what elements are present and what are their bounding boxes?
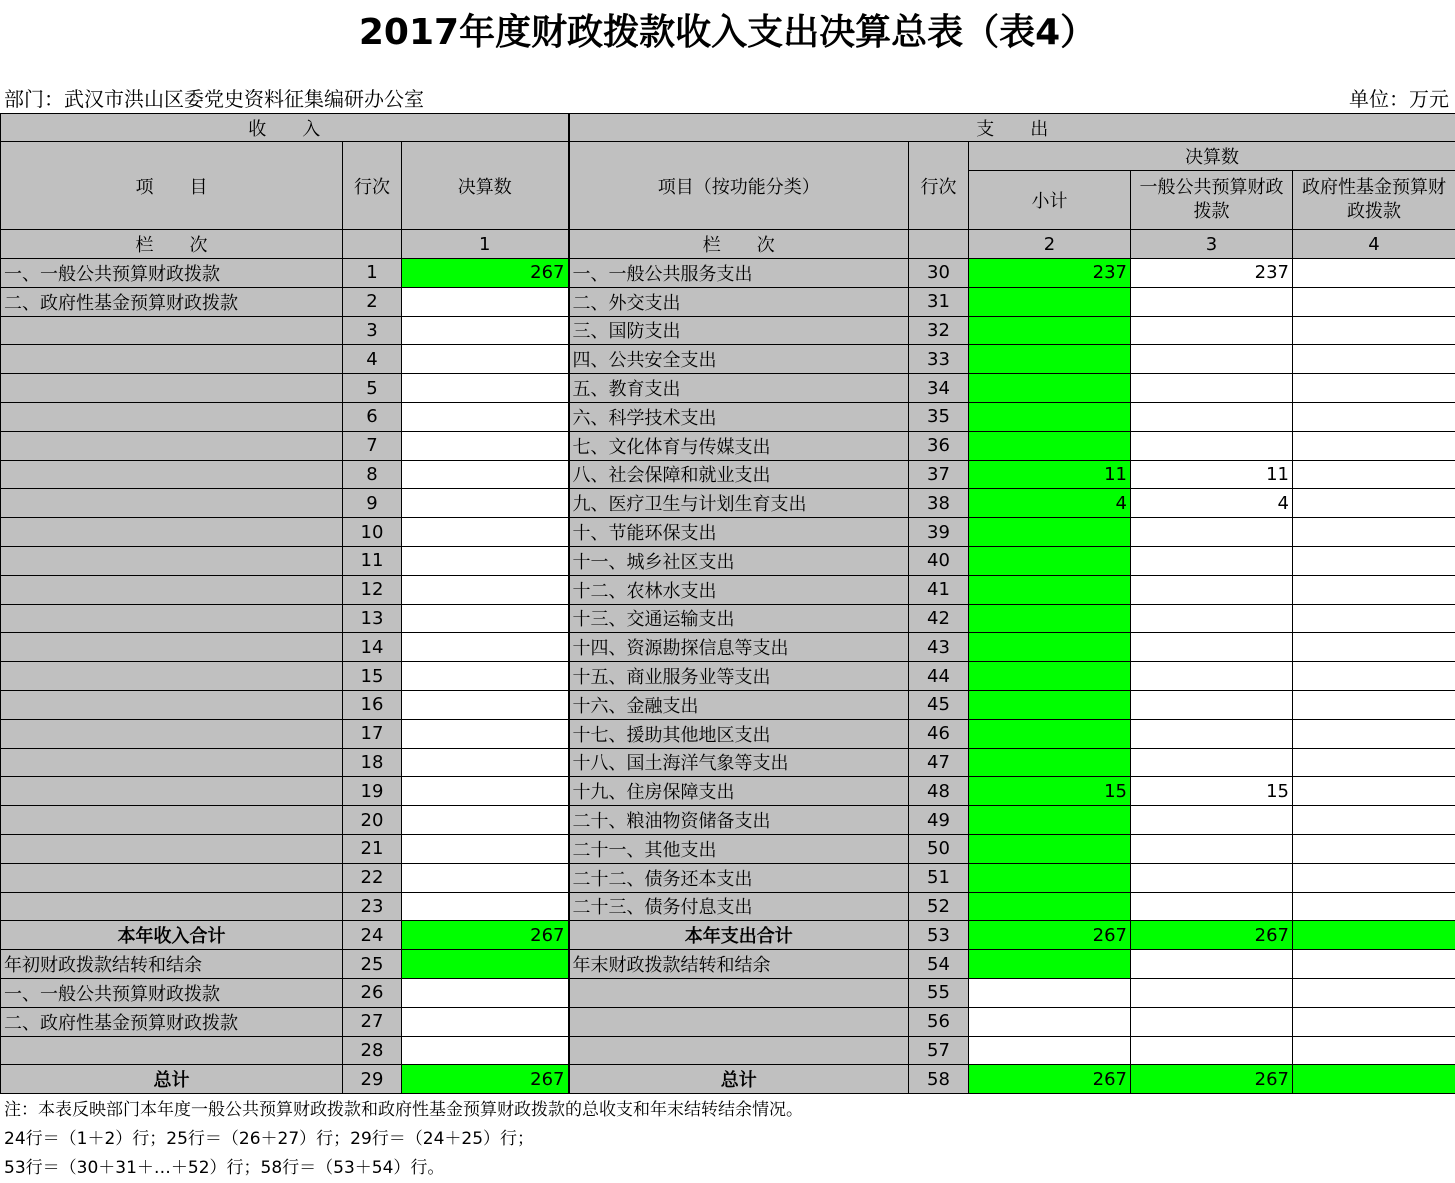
expense-general-budget: 4 bbox=[1131, 489, 1293, 518]
budget-table bbox=[0, 113, 1455, 1094]
income-amount bbox=[402, 604, 569, 633]
expense-row-no: 49 bbox=[909, 806, 969, 835]
expense-gov-fund bbox=[1293, 518, 1455, 547]
table-row bbox=[1, 748, 1455, 777]
income-amount bbox=[402, 1007, 569, 1036]
note-line: 注：本表反映部门本年度一般公共预算财政拨款和政府性基金预算财政拨款的总收支和年末结转结余情况。 bbox=[4, 1096, 803, 1125]
income-amount bbox=[402, 431, 569, 460]
expense-gov-fund bbox=[1293, 575, 1455, 604]
expense-row-no: 43 bbox=[909, 633, 969, 662]
income-amount bbox=[402, 316, 569, 345]
column-index-row bbox=[1, 230, 1455, 259]
column-label-income: 栏 次 bbox=[1, 230, 343, 259]
unit-label: 单位：万元 bbox=[1349, 86, 1449, 112]
expense-gov-fund bbox=[1293, 806, 1455, 835]
income-row-no: 25 bbox=[343, 950, 402, 979]
income-item-label bbox=[1, 546, 343, 575]
table-row bbox=[1, 402, 1455, 431]
expense-item-label: 十一、城乡社区支出 bbox=[569, 546, 909, 575]
expense-row-no: 40 bbox=[909, 546, 969, 575]
total-row-annual bbox=[1, 921, 1455, 950]
income-row-no: 23 bbox=[343, 892, 402, 921]
table-row bbox=[1, 374, 1455, 403]
expense-gov-fund bbox=[1293, 1007, 1455, 1036]
expense-gov-fund bbox=[1293, 892, 1455, 921]
income-amount: 267 bbox=[402, 259, 569, 288]
expense-gov-fund bbox=[1293, 402, 1455, 431]
expense-row-no: 46 bbox=[909, 719, 969, 748]
income-row-no: 3 bbox=[343, 316, 402, 345]
expense-subtotal bbox=[969, 892, 1131, 921]
income-item-label bbox=[1, 834, 343, 863]
expense-subtotal bbox=[969, 518, 1131, 547]
income-amount bbox=[402, 345, 569, 374]
table-row bbox=[1, 719, 1455, 748]
column-index-blank bbox=[343, 230, 402, 259]
expense-item-label: 年末财政拨款结转和结余 bbox=[569, 950, 909, 979]
expense-subtotal bbox=[969, 287, 1131, 316]
expense-item-label bbox=[569, 1036, 909, 1065]
expense-gov-fund bbox=[1293, 316, 1455, 345]
expense-row-no: 56 bbox=[909, 1007, 969, 1036]
expense-subtotal bbox=[969, 402, 1131, 431]
table-row bbox=[1, 546, 1455, 575]
income-item-label: 年初财政拨款结转和结余 bbox=[1, 950, 343, 979]
table-row bbox=[1, 489, 1455, 518]
expense-subtotal bbox=[969, 834, 1131, 863]
income-item-label bbox=[1, 633, 343, 662]
expense-general-budget bbox=[1131, 546, 1293, 575]
table-row bbox=[1, 863, 1455, 892]
table-row bbox=[1, 460, 1455, 489]
income-amount bbox=[402, 892, 569, 921]
income-item-label bbox=[1, 402, 343, 431]
column-index-3: 3 bbox=[1131, 230, 1293, 259]
income-item-label bbox=[1, 518, 343, 547]
expense-general-budget: 267 bbox=[1131, 921, 1293, 950]
note-line: 53行＝（30＋31＋…＋52）行；58行＝（53＋54）行。 bbox=[4, 1154, 803, 1183]
expense-item-label: 五、教育支出 bbox=[569, 374, 909, 403]
expense-general-budget bbox=[1131, 662, 1293, 691]
table-row bbox=[1, 633, 1455, 662]
expense-subtotal bbox=[969, 374, 1131, 403]
expense-gov-fund bbox=[1293, 604, 1455, 633]
table-row bbox=[1, 259, 1455, 288]
income-row-no: 8 bbox=[343, 460, 402, 489]
expense-row-no: 38 bbox=[909, 489, 969, 518]
income-row-no: 1 bbox=[343, 259, 402, 288]
expense-general-budget bbox=[1131, 374, 1293, 403]
expense-section-header: 支 出 bbox=[569, 114, 1455, 142]
income-row-no: 21 bbox=[343, 834, 402, 863]
income-item-label bbox=[1, 345, 343, 374]
expense-subtotal: 267 bbox=[969, 921, 1131, 950]
table-row bbox=[1, 431, 1455, 460]
carryover-detail-row bbox=[1, 978, 1455, 1007]
income-row-no: 20 bbox=[343, 806, 402, 835]
expense-gov-fund bbox=[1293, 345, 1455, 374]
expense-row-no: 41 bbox=[909, 575, 969, 604]
table-row bbox=[1, 604, 1455, 633]
expense-row-no: 31 bbox=[909, 287, 969, 316]
row-no-header: 行次 bbox=[343, 142, 402, 230]
expense-general-budget bbox=[1131, 316, 1293, 345]
expense-row-no: 52 bbox=[909, 892, 969, 921]
income-item-label bbox=[1, 863, 343, 892]
expense-gov-fund bbox=[1293, 777, 1455, 806]
table-row bbox=[1, 806, 1455, 835]
expense-subtotal bbox=[969, 546, 1131, 575]
table-row bbox=[1, 892, 1455, 921]
expense-item-label: 二十三、债务付息支出 bbox=[569, 892, 909, 921]
income-amount bbox=[402, 489, 569, 518]
column-header-row-1 bbox=[1, 142, 1455, 171]
expense-row-no: 54 bbox=[909, 950, 969, 979]
expense-subtotal bbox=[969, 978, 1131, 1007]
expense-item-label: 十、节能环保支出 bbox=[569, 518, 909, 547]
page-title: 2017年度财政拨款收入支出决算总表（表4） bbox=[0, 8, 1455, 58]
expense-gov-fund bbox=[1293, 489, 1455, 518]
table-row bbox=[1, 690, 1455, 719]
income-row-no: 24 bbox=[343, 921, 402, 950]
income-item-label: 总计 bbox=[1, 1065, 343, 1094]
expense-row-no: 39 bbox=[909, 518, 969, 547]
expense-subtotal bbox=[969, 662, 1131, 691]
expense-subtotal: 15 bbox=[969, 777, 1131, 806]
expense-gov-fund bbox=[1293, 834, 1455, 863]
expense-gov-fund bbox=[1293, 978, 1455, 1007]
expense-gov-fund bbox=[1293, 863, 1455, 892]
expense-gov-fund bbox=[1293, 633, 1455, 662]
expense-row-no: 47 bbox=[909, 748, 969, 777]
income-row-no: 2 bbox=[343, 287, 402, 316]
expense-row-no: 36 bbox=[909, 431, 969, 460]
income-amount bbox=[402, 662, 569, 691]
expense-general-budget bbox=[1131, 950, 1293, 979]
expense-general-budget bbox=[1131, 806, 1293, 835]
income-row-no: 18 bbox=[343, 748, 402, 777]
income-amount bbox=[402, 402, 569, 431]
expense-subtotal bbox=[969, 748, 1131, 777]
expense-row-no: 57 bbox=[909, 1036, 969, 1065]
section-header-row bbox=[1, 114, 1455, 142]
column-index-2: 2 bbox=[969, 230, 1131, 259]
expense-general-budget bbox=[1131, 575, 1293, 604]
expense-row-no: 32 bbox=[909, 316, 969, 345]
income-item-label: 一、一般公共预算财政拨款 bbox=[1, 978, 343, 1007]
expense-general-budget: 237 bbox=[1131, 259, 1293, 288]
expense-item-label: 一、一般公共服务支出 bbox=[569, 259, 909, 288]
expense-gov-fund bbox=[1293, 662, 1455, 691]
expense-subtotal bbox=[969, 431, 1131, 460]
income-amount bbox=[402, 863, 569, 892]
income-amount bbox=[402, 374, 569, 403]
income-row-no: 4 bbox=[343, 345, 402, 374]
income-amount: 267 bbox=[402, 921, 569, 950]
expense-gov-fund bbox=[1293, 374, 1455, 403]
income-row-no: 9 bbox=[343, 489, 402, 518]
expense-subtotal bbox=[969, 863, 1131, 892]
expense-item-label: 八、社会保障和就业支出 bbox=[569, 460, 909, 489]
carryover-detail-row bbox=[1, 1036, 1455, 1065]
income-row-no: 12 bbox=[343, 575, 402, 604]
expense-item-label: 十四、资源勘探信息等支出 bbox=[569, 633, 909, 662]
expense-subtotal bbox=[969, 633, 1131, 662]
expense-gov-fund bbox=[1293, 259, 1455, 288]
income-row-no: 5 bbox=[343, 374, 402, 403]
expense-general-budget bbox=[1131, 518, 1293, 547]
income-item-label bbox=[1, 892, 343, 921]
income-amount bbox=[402, 546, 569, 575]
expense-gov-fund bbox=[1293, 719, 1455, 748]
expense-item-label bbox=[569, 1007, 909, 1036]
income-row-no: 27 bbox=[343, 1007, 402, 1036]
expense-general-budget bbox=[1131, 402, 1293, 431]
expense-general-budget bbox=[1131, 633, 1293, 662]
expense-item-label: 七、文化体育与传媒支出 bbox=[569, 431, 909, 460]
income-amount bbox=[402, 748, 569, 777]
expense-item-label: 四、公共安全支出 bbox=[569, 345, 909, 374]
expense-item-label: 九、医疗卫生与计划生育支出 bbox=[569, 489, 909, 518]
table-row bbox=[1, 834, 1455, 863]
expense-row-no: 33 bbox=[909, 345, 969, 374]
expense-subtotal bbox=[969, 345, 1131, 374]
expense-general-budget bbox=[1131, 1007, 1293, 1036]
department-label: 部门：武汉市洪山区委党史资料征集编研办公室 bbox=[4, 86, 424, 112]
table-row bbox=[1, 777, 1455, 806]
expense-general-budget bbox=[1131, 690, 1293, 719]
column-label-expense: 栏 次 bbox=[569, 230, 909, 259]
expense-item-label: 十五、商业服务业等支出 bbox=[569, 662, 909, 691]
expense-general-budget bbox=[1131, 719, 1293, 748]
table-row bbox=[1, 316, 1455, 345]
income-amount bbox=[402, 978, 569, 1007]
expense-subtotal: 11 bbox=[969, 460, 1131, 489]
expense-item-label: 二十、粮油物资储备支出 bbox=[569, 806, 909, 835]
notes bbox=[4, 1096, 803, 1183]
expense-general-budget bbox=[1131, 604, 1293, 633]
expense-gov-fund bbox=[1293, 460, 1455, 489]
expense-gov-fund bbox=[1293, 950, 1455, 979]
expense-row-no: 34 bbox=[909, 374, 969, 403]
expense-general-budget: 267 bbox=[1131, 1065, 1293, 1094]
income-row-no: 28 bbox=[343, 1036, 402, 1065]
expense-row-no: 55 bbox=[909, 978, 969, 1007]
final-amount-header: 决算数 bbox=[969, 142, 1455, 171]
expense-subtotal bbox=[969, 316, 1131, 345]
expense-item-label: 二、外交支出 bbox=[569, 287, 909, 316]
income-amount bbox=[402, 719, 569, 748]
carryover-detail-row bbox=[1, 1007, 1455, 1036]
income-item-label bbox=[1, 604, 343, 633]
expense-row-no-header: 行次 bbox=[909, 142, 969, 230]
expense-gov-fund bbox=[1293, 690, 1455, 719]
expense-general-budget: 11 bbox=[1131, 460, 1293, 489]
income-row-no: 16 bbox=[343, 690, 402, 719]
expense-general-budget bbox=[1131, 748, 1293, 777]
income-row-no: 14 bbox=[343, 633, 402, 662]
expense-subtotal bbox=[969, 604, 1131, 633]
expense-row-no: 51 bbox=[909, 863, 969, 892]
income-row-no: 22 bbox=[343, 863, 402, 892]
expense-row-no: 58 bbox=[909, 1065, 969, 1094]
income-amount bbox=[402, 287, 569, 316]
item-header: 项 目 bbox=[1, 142, 343, 230]
expense-row-no: 42 bbox=[909, 604, 969, 633]
income-row-no: 29 bbox=[343, 1065, 402, 1094]
income-amount bbox=[402, 777, 569, 806]
expense-item-label: 本年支出合计 bbox=[569, 921, 909, 950]
expense-gov-fund bbox=[1293, 546, 1455, 575]
expense-general-budget bbox=[1131, 863, 1293, 892]
note-line: 24行＝（1＋2）行；25行＝（26＋27）行；29行＝（24＋25）行； bbox=[4, 1125, 803, 1154]
expense-item-label: 十二、农林水支出 bbox=[569, 575, 909, 604]
income-item-label bbox=[1, 690, 343, 719]
income-amount bbox=[402, 633, 569, 662]
expense-row-no: 45 bbox=[909, 690, 969, 719]
expense-item-label: 十三、交通运输支出 bbox=[569, 604, 909, 633]
income-item-label: 一、一般公共预算财政拨款 bbox=[1, 259, 343, 288]
expense-gov-fund bbox=[1293, 1036, 1455, 1065]
expense-item-label: 总计 bbox=[569, 1065, 909, 1094]
table-row bbox=[1, 287, 1455, 316]
expense-subtotal bbox=[969, 575, 1131, 604]
income-amount bbox=[402, 950, 569, 979]
column-index-1: 1 bbox=[402, 230, 569, 259]
expense-subtotal bbox=[969, 950, 1131, 979]
income-item-label bbox=[1, 575, 343, 604]
income-row-no: 15 bbox=[343, 662, 402, 691]
income-row-no: 6 bbox=[343, 402, 402, 431]
income-amount bbox=[402, 834, 569, 863]
income-amount bbox=[402, 460, 569, 489]
expense-row-no: 37 bbox=[909, 460, 969, 489]
expense-subtotal bbox=[969, 719, 1131, 748]
income-row-no: 7 bbox=[343, 431, 402, 460]
column-index-4: 4 bbox=[1293, 230, 1455, 259]
expense-item-label: 二十一、其他支出 bbox=[569, 834, 909, 863]
expense-row-no: 44 bbox=[909, 662, 969, 691]
expense-general-budget bbox=[1131, 1036, 1293, 1065]
income-item-label bbox=[1, 806, 343, 835]
func-item-header: 项目（按功能分类） bbox=[569, 142, 909, 230]
table-body bbox=[1, 114, 1455, 1094]
expense-subtotal bbox=[969, 690, 1131, 719]
income-item-label bbox=[1, 1036, 343, 1065]
grand-total-row bbox=[1, 1065, 1455, 1094]
income-row-no: 17 bbox=[343, 719, 402, 748]
expense-general-budget bbox=[1131, 345, 1293, 374]
expense-general-budget bbox=[1131, 978, 1293, 1007]
expense-item-label: 十九、住房保障支出 bbox=[569, 777, 909, 806]
expense-subtotal: 4 bbox=[969, 489, 1131, 518]
expense-item-label: 十七、援助其他地区支出 bbox=[569, 719, 909, 748]
expense-gov-fund bbox=[1293, 287, 1455, 316]
expense-subtotal: 267 bbox=[969, 1065, 1131, 1094]
income-amount: 267 bbox=[402, 1065, 569, 1094]
income-item-label bbox=[1, 777, 343, 806]
table-row bbox=[1, 345, 1455, 374]
income-amount bbox=[402, 575, 569, 604]
table-row bbox=[1, 662, 1455, 691]
expense-subtotal bbox=[969, 1036, 1131, 1065]
expense-subtotal bbox=[969, 806, 1131, 835]
table-row bbox=[1, 518, 1455, 547]
general-budget-header: 一般公共预算财政拨款 bbox=[1131, 171, 1293, 230]
expense-row-no: 50 bbox=[909, 834, 969, 863]
expense-general-budget: 15 bbox=[1131, 777, 1293, 806]
expense-general-budget bbox=[1131, 287, 1293, 316]
income-item-label bbox=[1, 748, 343, 777]
income-section-header: 收 入 bbox=[1, 114, 569, 142]
income-row-no: 26 bbox=[343, 978, 402, 1007]
subtotal-header: 小计 bbox=[969, 171, 1131, 230]
expense-gov-fund bbox=[1293, 748, 1455, 777]
expense-gov-fund bbox=[1293, 921, 1455, 950]
expense-subtotal bbox=[969, 1007, 1131, 1036]
income-row-no: 13 bbox=[343, 604, 402, 633]
income-item-label bbox=[1, 489, 343, 518]
expense-row-no: 53 bbox=[909, 921, 969, 950]
income-item-label: 二、政府性基金预算财政拨款 bbox=[1, 287, 343, 316]
income-item-label bbox=[1, 460, 343, 489]
income-amount bbox=[402, 806, 569, 835]
income-row-no: 10 bbox=[343, 518, 402, 547]
table-row bbox=[1, 575, 1455, 604]
expense-item-label: 十六、金融支出 bbox=[569, 690, 909, 719]
expense-general-budget bbox=[1131, 834, 1293, 863]
income-item-label: 本年收入合计 bbox=[1, 921, 343, 950]
income-item-label bbox=[1, 316, 343, 345]
income-row-no: 11 bbox=[343, 546, 402, 575]
expense-item-label: 三、国防支出 bbox=[569, 316, 909, 345]
expense-subtotal: 237 bbox=[969, 259, 1131, 288]
expense-item-label: 二十二、债务还本支出 bbox=[569, 863, 909, 892]
column-index-blank bbox=[909, 230, 969, 259]
gov-fund-header: 政府性基金预算财政拨款 bbox=[1293, 171, 1455, 230]
expense-gov-fund bbox=[1293, 431, 1455, 460]
income-row-no: 19 bbox=[343, 777, 402, 806]
expense-general-budget bbox=[1131, 892, 1293, 921]
income-amount bbox=[402, 690, 569, 719]
amount-header: 决算数 bbox=[402, 142, 569, 230]
expense-item-label: 十八、国土海洋气象等支出 bbox=[569, 748, 909, 777]
income-item-label bbox=[1, 431, 343, 460]
expense-row-no: 35 bbox=[909, 402, 969, 431]
income-item-label bbox=[1, 374, 343, 403]
income-item-label bbox=[1, 662, 343, 691]
expense-row-no: 48 bbox=[909, 777, 969, 806]
expense-gov-fund bbox=[1293, 1065, 1455, 1094]
expense-item-label bbox=[569, 978, 909, 1007]
carryover-row bbox=[1, 950, 1455, 979]
expense-general-budget bbox=[1131, 431, 1293, 460]
income-amount bbox=[402, 1036, 569, 1065]
income-item-label: 二、政府性基金预算财政拨款 bbox=[1, 1007, 343, 1036]
expense-item-label: 六、科学技术支出 bbox=[569, 402, 909, 431]
income-item-label bbox=[1, 719, 343, 748]
expense-row-no: 30 bbox=[909, 259, 969, 288]
income-amount bbox=[402, 518, 569, 547]
